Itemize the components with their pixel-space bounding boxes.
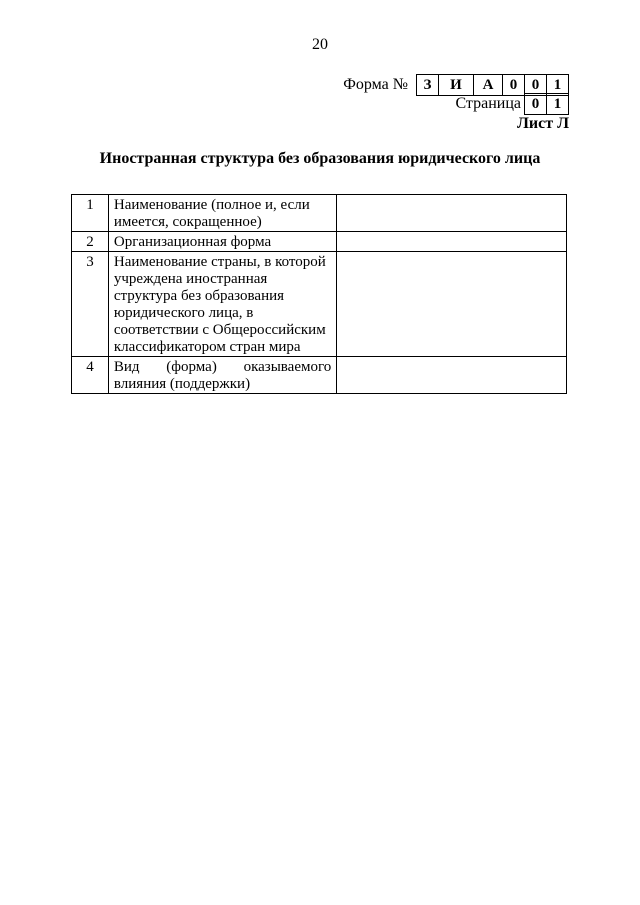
page-code-label: Страница	[455, 95, 521, 112]
table-row	[72, 357, 567, 394]
row-label: Наименование страны, в которой учреждена иностранная структура без образования юридического лица, в соответствии с Общероссийским классификатором стран мира	[108, 252, 336, 357]
form-code-cell: З	[417, 75, 439, 95]
row-label: Вид (форма) оказываемого влияния (поддержки)	[108, 357, 336, 394]
form-code-cell: И	[439, 75, 474, 95]
row-value-field[interactable]	[337, 357, 567, 394]
form-code-cell: 0	[503, 75, 525, 95]
page-code-boxes	[524, 93, 569, 115]
row-value-field[interactable]	[337, 232, 567, 252]
form-code-cell: А	[474, 75, 503, 95]
row-label: Наименование (полное и, если имеется, сокращенное)	[108, 195, 336, 232]
form-code-cell: 1	[547, 75, 569, 95]
form-number-label: Форма №	[343, 76, 408, 93]
page-code-cell: 0	[525, 94, 547, 114]
row-number: 3	[72, 252, 109, 357]
table-row	[72, 195, 567, 232]
row-number: 2	[72, 232, 109, 252]
row-number: 1	[72, 195, 109, 232]
sheet-label: Лист Л	[516, 115, 569, 132]
form-code-cell: 0	[525, 75, 547, 95]
table-row	[72, 252, 567, 357]
row-label: Организационная форма	[108, 232, 336, 252]
table-row	[72, 232, 567, 252]
page-number: 20	[312, 36, 328, 53]
structure-table	[71, 194, 567, 394]
page-code-cell: 1	[547, 94, 569, 114]
document-title: Иностранная структура без образования юридического лица	[99, 150, 541, 167]
row-value-field[interactable]	[337, 195, 567, 232]
page-code-line	[455, 93, 569, 115]
row-value-field[interactable]	[337, 252, 567, 357]
row-number: 4	[72, 357, 109, 394]
